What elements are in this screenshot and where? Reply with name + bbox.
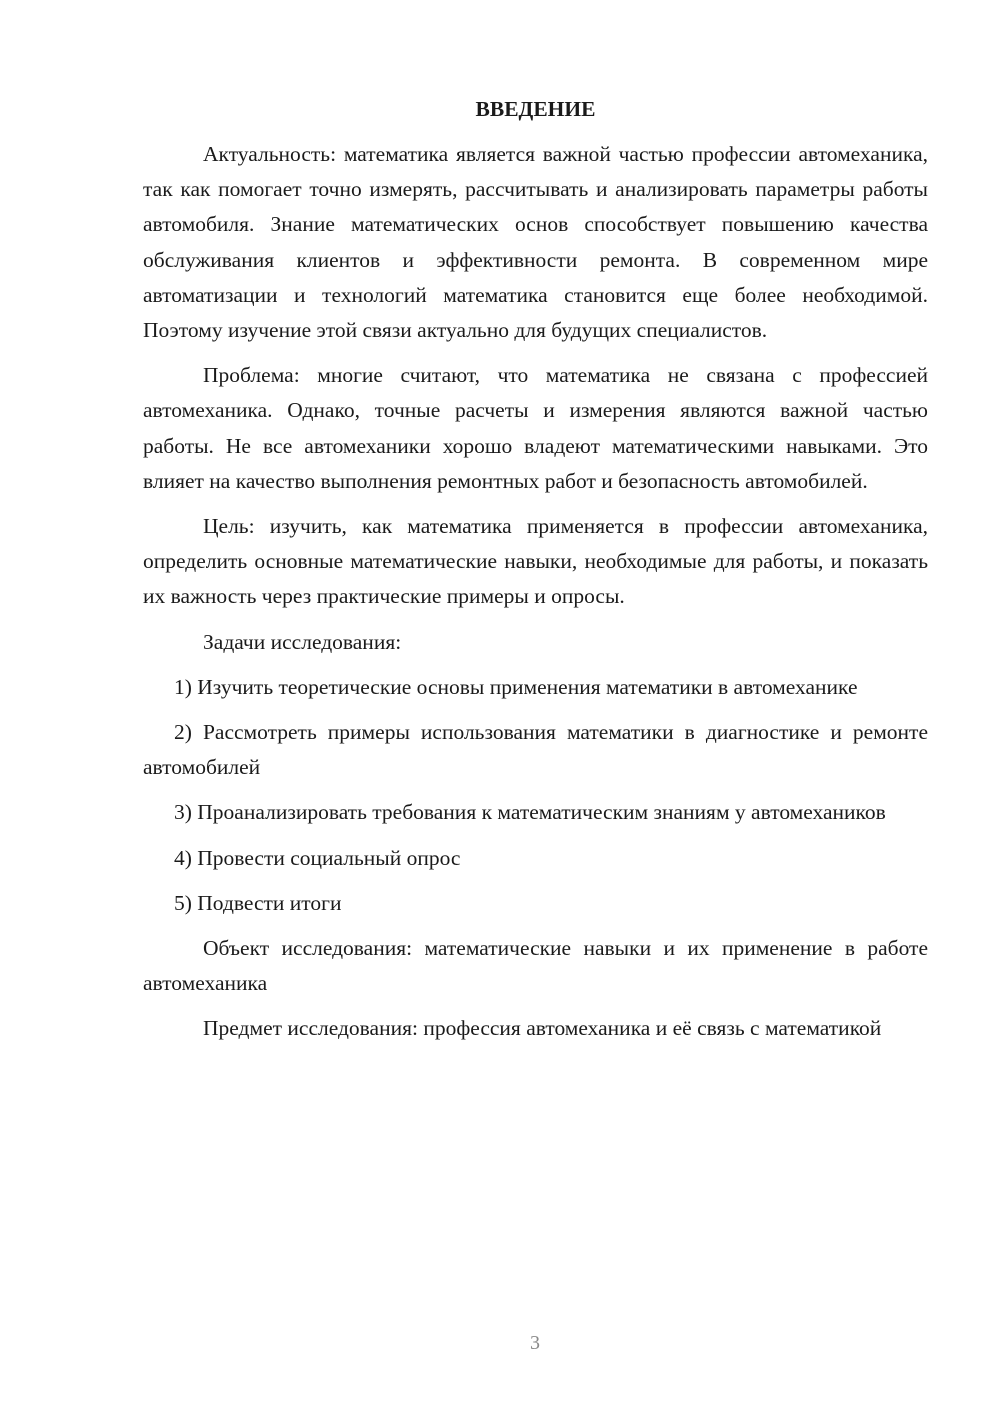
paragraph-goal: Цель: изучить, как математика применяется в профессии автомеханика, определить основные математические навыки, необходимые для работы, и показать их важность через практические примеры и опросы.: [143, 514, 928, 609]
tasks-heading: Задачи исследования:: [203, 629, 402, 654]
paragraph-relevance: Актуальность: математика является важной частью профессии автомеханика, так как помогает точно измерять, рассчитывать и анализировать параметры работы автомобиля. Знание математических основ способствует повышению качества обслуживания клиентов и эффективности ремонта. В современном мире автоматизации и технологий математика становится еще более необходимой. Поэтому изучение этой связи актуально для будущих специалистов.: [143, 142, 928, 343]
page-number: 3: [530, 1332, 540, 1354]
task-item-1: 1) Изучить теоретические основы применения математики в автомеханике: [174, 674, 858, 699]
task-item-4: 4) Провести социальный опрос: [174, 845, 461, 870]
paragraph-problem: Проблема: многие считают, что математика не связана с профессией автомеханика. Однако, точные расчеты и измерения являются важной частью работы. Не все автомеханики хорошо владеют математическими навыками. Это влияет на качество выполнения ремонтных работ и безопасность автомобилей.: [143, 363, 928, 493]
task-item-5: 5) Подвести итоги: [174, 890, 342, 915]
task-item-3: 3) Проанализировать требования к математическим знаниям у автомехаников: [174, 800, 886, 825]
task-item-2: 2) Рассмотреть примеры использования математики в диагностике и ремонте автомобилей: [143, 720, 928, 780]
paragraph-subject: Предмет исследования: профессия автомеханика и её связь с математикой: [203, 1016, 882, 1041]
page-content: [143, 92, 928, 1057]
section-title: ВВЕДЕНИЕ: [475, 97, 596, 121]
paragraph-object: Объект исследования: математические навыки и их применение в работе автомеханика: [143, 936, 928, 996]
